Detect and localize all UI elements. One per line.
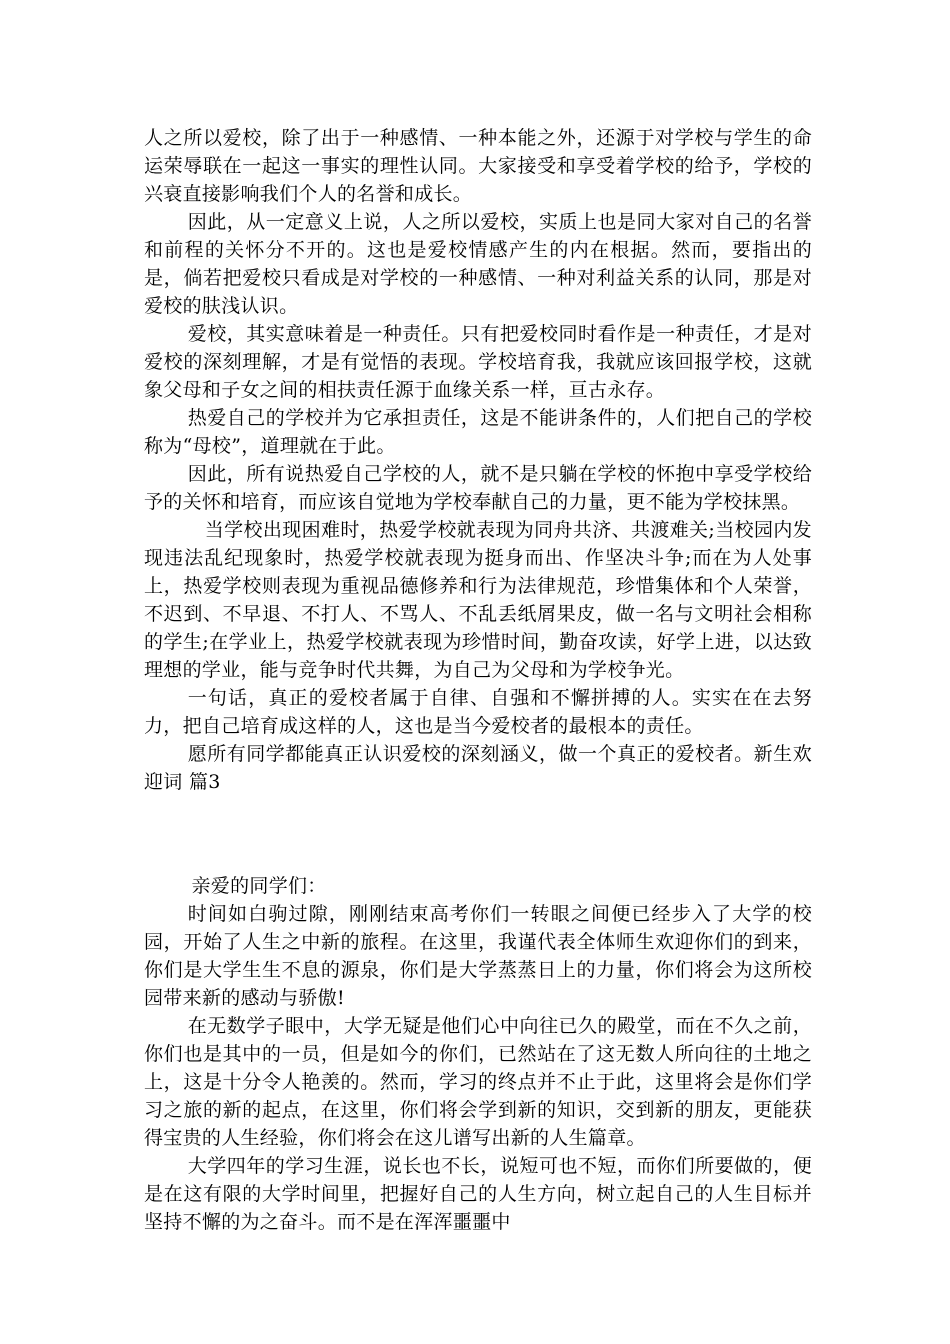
paragraph: 一句话，真正的爱校者属于自律、自强和不懈拼搏的人。实实在在去努力，把自己培育成这样的人，这也是当今爱校者的最根本的责任。 [144, 687, 812, 737]
paragraph: 爱校，其实意味着是一种责任。只有把爱校同时看作是一种责任，才是对爱校的深刻理解，才是有觉悟的表现。学校培育我，我就应该回报学校，这就象父母和子女之间的相扶责任源于血缘关系一样，亘古永存。 [144, 323, 812, 401]
welcome-speech-section [144, 872, 812, 1236]
paragraph: 人之所以爱校，除了出于一种感情、一种本能之外，还源于对学校与学生的命运荣辱联在一起这一事实的理性认同。大家接受和享受着学校的给予，学校的兴衰直接影响我们个人的名誉和成长。 [144, 127, 812, 205]
paragraph: 热爱自己的学校并为它承担责任，这是不能讲条件的，人们把自己的学校称为“母校”，道理就在于此。 [144, 407, 812, 457]
paragraph: 因此，从一定意义上说，人之所以爱校，实质上也是同大家对自己的名誉和前程的关怀分不开的。这也是爱校情感产生的内在根据。然而，要指出的是，倘若把爱校只看成是对学校的一种感情、一种对利益关系的认同，那是对爱校的肤浅认识。 [144, 211, 812, 317]
paragraph: 在无数学子眼中，大学无疑是他们心中向往已久的殿堂，而在不久之前，你们也是其中的一员，但是如今的你们，已然站在了这无数人所向往的土地之上，这是十分令人艳羡的。然而，学习的终点并不止于此，这里将会是你们学习之旅的新的起点，在这里，你们将会学到新的知识，交到新的朋友，更能获得宝贵的人生经验，你们将会在这儿谱写出新的人生篇章。 [144, 1015, 812, 1149]
greeting-line: 亲爱的同学们： [191, 875, 327, 897]
paragraph: 因此，所有说热爱自己学校的人，就不是只躺在学校的怀抱中享受学校给予的关怀和培育，而应该自觉地为学校奉献自己的力量，更不能为学校抹黑。 [144, 463, 812, 513]
essay-section-love-school [144, 124, 812, 796]
paragraph: 当学校出现困难时，热爱学校就表现为同舟共济、共渡难关;当校园内发现违法乱纪现象时，热爱学校就表现为挺身而出、作坚决斗争;而在为人处事上，热爱学校则表现为重视品德修养和行为法律规范，珍惜集体和个人荣誉，不迟到、不早退、不打人、不骂人、不乱丢纸屑果皮，做一名与文明社会相称的学生;在学业上，热爱学校就表现为珍惜时间，勤奋攻读，好学上进，以达致理想的学业，能与竞争时代共舞，为自己为父母和为学校争光。 [144, 519, 812, 681]
paragraph: 大学四年的学习生涯，说长也不长，说短可也不短，而你们所要做的，便是在这有限的大学时间里，把握好自己的人生方向，树立起自己的人生目标并坚持不懈的为之奋斗。而不是在浑浑噩噩中 [144, 1155, 812, 1233]
paragraph: 时间如白驹过隙，刚刚结束高考你们一转眼之间便已经步入了大学的校园，开始了人生之中新的旅程。在这里，我谨代表全体师生欢迎你们的到来，你们是大学生生不息的源泉，你们是大学蒸蒸日上的力量，你们将会为这所校园带来新的感动与骄傲! [144, 903, 812, 1009]
paragraph-with-section-heading: 愿所有同学都能真正认识爱校的深刻涵义，做一个真正的爱校者。新生欢迎词 篇3 [144, 743, 812, 793]
